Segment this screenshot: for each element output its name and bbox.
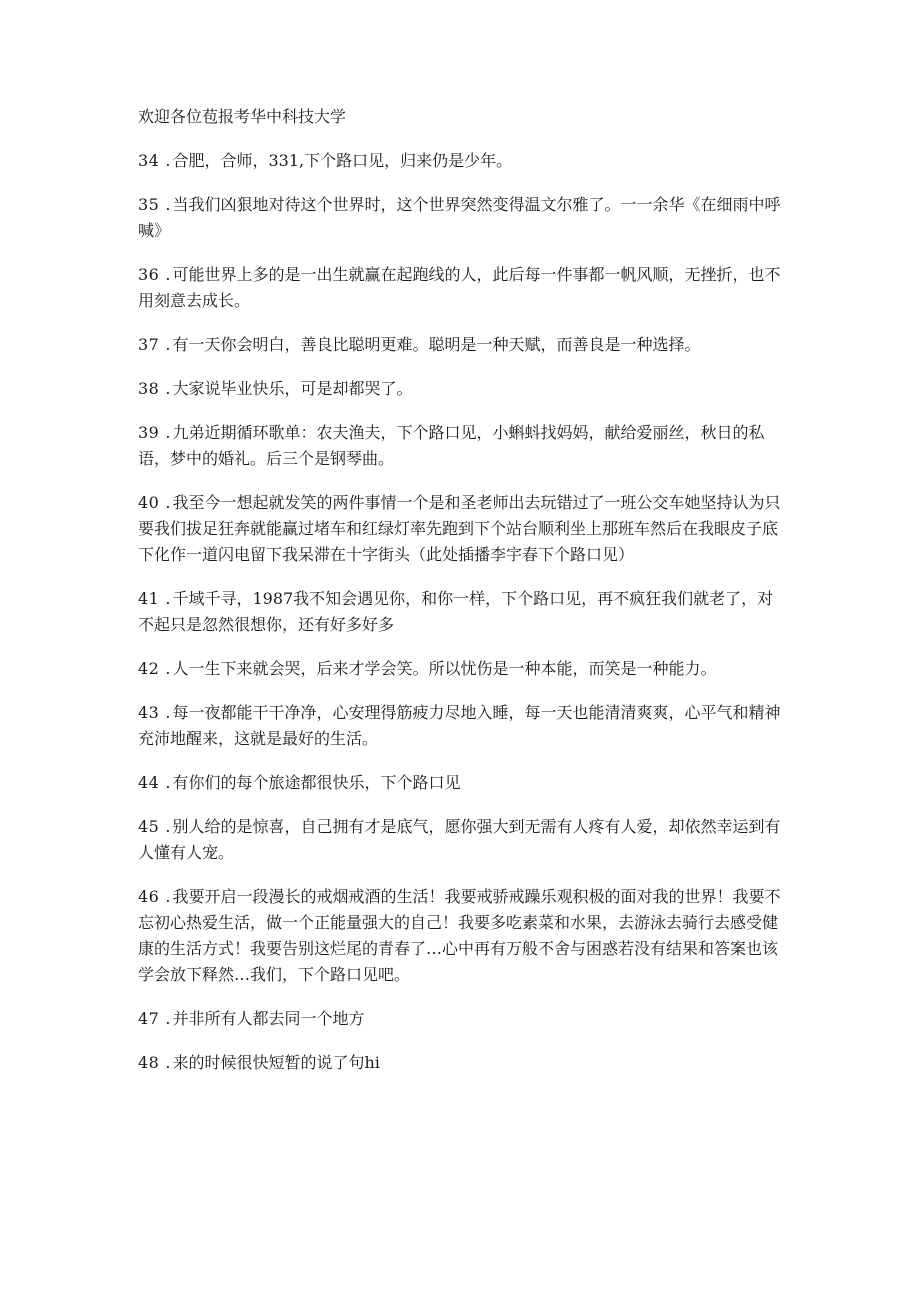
- quote-number: 42: [138, 659, 160, 678]
- quote-text: 九弟近期循环歌单：农夫渔夫，下个路口见，小蝌蚪找妈妈，献给爱丽丝，秋日的私语，梦中的婚礼。后三个是钢琴曲。: [138, 423, 765, 468]
- quote-separator: .: [165, 335, 171, 354]
- quote-number: 46: [138, 887, 160, 906]
- quote-text: 有你们的每个旅途都很快乐，下个路口见: [172, 773, 461, 792]
- quote-item: [138, 332, 788, 358]
- quote-text: 别人给的是惊喜，自己拥有才是底气，愿你强大到无需有人疼有人爱，却依然幸运到有人懂有人宠。: [138, 817, 781, 862]
- quote-number: 39: [138, 423, 160, 442]
- quote-separator: .: [165, 493, 171, 512]
- quote-number: 44: [138, 773, 160, 792]
- quote-separator: .: [165, 423, 171, 442]
- quote-item: [138, 148, 788, 174]
- quote-item: [138, 770, 788, 796]
- quote-list: [138, 148, 788, 1076]
- quote-separator: .: [165, 151, 171, 170]
- quote-separator: .: [165, 887, 171, 906]
- quote-number: 34: [138, 151, 160, 170]
- quote-number: 37: [138, 335, 160, 354]
- quote-separator: .: [165, 703, 171, 722]
- quote-number: 36: [138, 265, 160, 284]
- quote-number: 47: [138, 1009, 160, 1028]
- quote-separator: .: [165, 589, 171, 608]
- quote-item: [138, 814, 788, 866]
- quote-text: 我要开启一段漫长的戒烟戒酒的生活！我要戒骄戒躁乐观积极的面对我的世界！我要不忘初心热爱生活，做一个正能量强大的自己！我要多吃素菜和水果，去游泳去骑行去感受健康的生活方式！我要告别这烂尾的青春了…心中再有万般不舍与困惑若没有结果和答案也该学会放下释然…我们，下个路口见吧。: [138, 887, 781, 984]
- quote-text: 当我们凶狠地对待这个世界时，这个世界突然变得温文尔雅了。一一余华《在细雨中呼喊》: [138, 195, 781, 240]
- quote-number: 40: [138, 493, 160, 512]
- quote-text: 可能世界上多的是一出生就赢在起跑线的人，此后每一件事都一帆风顺，无挫折，也不用刻意去成长。: [138, 265, 781, 310]
- quote-number: 45: [138, 817, 160, 836]
- quote-text: 大家说毕业快乐，可是却都哭了。: [172, 379, 413, 398]
- quote-separator: .: [165, 1009, 171, 1028]
- quote-text: 来的时候很快短暂的说了句hi: [172, 1053, 380, 1072]
- quote-item: [138, 700, 788, 752]
- document-page: [138, 104, 788, 1094]
- quote-separator: .: [165, 773, 171, 792]
- quote-number: 35: [138, 195, 160, 214]
- quote-item: [138, 376, 788, 402]
- quote-separator: .: [165, 659, 171, 678]
- intro-line: 欢迎各位苞报考华中科技大学: [138, 107, 347, 126]
- quote-separator: .: [165, 195, 171, 214]
- quote-number: 41: [138, 589, 160, 608]
- quote-item: [138, 262, 788, 314]
- quote-item: [138, 884, 788, 988]
- quote-text: 我至今一想起就发笑的两件事情一个是和圣老师出去玩错过了一班公交车她坚持认为只要我们拔足狂奔就能赢过堵车和红绿灯率先跑到下个站台顺利坐上那班车然后在我眼皮子底下化作一道闪电留下我呆滞在十字街头（此处插播李宇春下个路口见）: [138, 493, 781, 564]
- quote-separator: .: [165, 817, 171, 836]
- quote-text: 千域千寻，1987我不知会遇见你，和你一样，下个路口见，再不疯狂我们就老了，对不起只是忽然很想你，还有好多好多: [138, 589, 774, 634]
- quote-item: [138, 490, 788, 568]
- quote-separator: .: [165, 379, 171, 398]
- quote-text: 合肥，合师，331,下个路口见，归来仍是少年。: [172, 151, 513, 170]
- quote-number: 48: [138, 1053, 160, 1072]
- quote-number: 38: [138, 379, 160, 398]
- quote-text: 并非所有人都去同一个地方: [172, 1009, 365, 1028]
- quote-item: [138, 586, 788, 638]
- quote-number: 43: [138, 703, 160, 722]
- quote-item: [138, 656, 788, 682]
- quote-text: 人一生下来就会哭，后来才学会笑。所以忧伤是一种本能，而笑是一种能力。: [172, 659, 717, 678]
- quote-text: 有一天你会明白，善良比聪明更难。聪明是一种天赋，而善良是一种选择。: [172, 335, 701, 354]
- quote-separator: .: [165, 1053, 171, 1072]
- quote-separator: .: [165, 265, 171, 284]
- quote-item: [138, 420, 788, 472]
- quote-text: 每一夜都能干干净净，心安理得筋疲力尽地入睡，每一天也能清清爽爽，心平气和精神充沛地醒来，这就是最好的生活。: [138, 703, 781, 748]
- quote-item: [138, 1006, 788, 1032]
- quote-item: [138, 1050, 788, 1076]
- quote-item: [138, 192, 788, 244]
